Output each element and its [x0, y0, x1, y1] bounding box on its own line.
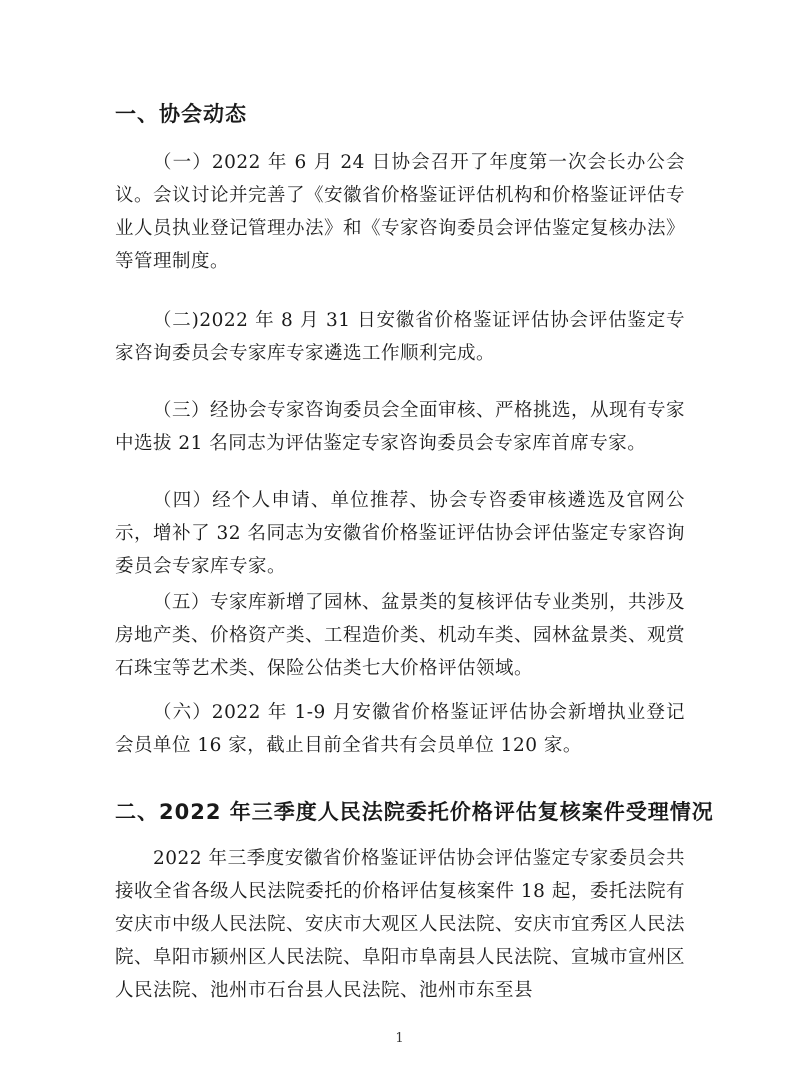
paragraph-item-1: （一）2022 年 6 月 24 日协会召开了年度第一次会长办公会议。会议讨论并完善了《安徽省价格鉴证评估机构和价格鉴证评估专业人员执业登记管理办法》和《专家咨询委员会评估鉴定复核办法》等管理制度。 [115, 152, 686, 272]
paragraph-item-5: （五）专家库新增了园林、盆景类的复核评估专业类别，共涉及房地产类、价格资产类、工程造价类、机动车类、园林盆景类、观赏石珠宝等艺术类、保险公估类七大价格评估领域。 [115, 592, 686, 679]
paragraph-item-6: （六）2022 年 1-9 月安徽省价格鉴证评估协会新增执业登记会员单位 16 家，截止目前全省共有会员单位 120 家。 [115, 702, 685, 756]
paragraph-item-4: （四）经个人申请、单位推荐、协会专咨委审核遴选及官网公示，增补了 32 名同志为安徽省价格鉴证评估协会评估鉴定专家咨询委员会专家库专家。 [115, 490, 685, 577]
paragraph-item-2: （二)2022 年 8 月 31 日安徽省价格鉴证评估协会评估鉴定专家咨询委员会专家库专家遴选工作顺利完成。 [115, 310, 685, 364]
section-heading-court-cases: 二、2022 年三季度人民法院委托价格评估复核案件受理情况 [115, 800, 714, 824]
page-number: 1 [395, 1031, 404, 1046]
paragraph-item-3: （三）经协会专家咨询委员会全面审核、严格挑选，从现有专家中选拔 21 名同志为评估鉴定专家咨询委员会专家库首席专家。 [115, 400, 686, 454]
paragraph-court-cases: 2022 年三季度安徽省价格鉴证评估协会评估鉴定专家委员会共接收全省各级人民法院委托的价格评估复核案件 18 起，委托法院有安庆市中级人民法院、安庆市大观区人民法院、安庆市宜秀区人民法院、阜阳市颍州区人民法院、阜阳市阜南县人民法院、宣城市宣州区人民法院、池州市石台县人民法院、池州市东至县 [115, 848, 686, 1001]
section-heading-association-news: 一、协会动态 [115, 102, 247, 126]
